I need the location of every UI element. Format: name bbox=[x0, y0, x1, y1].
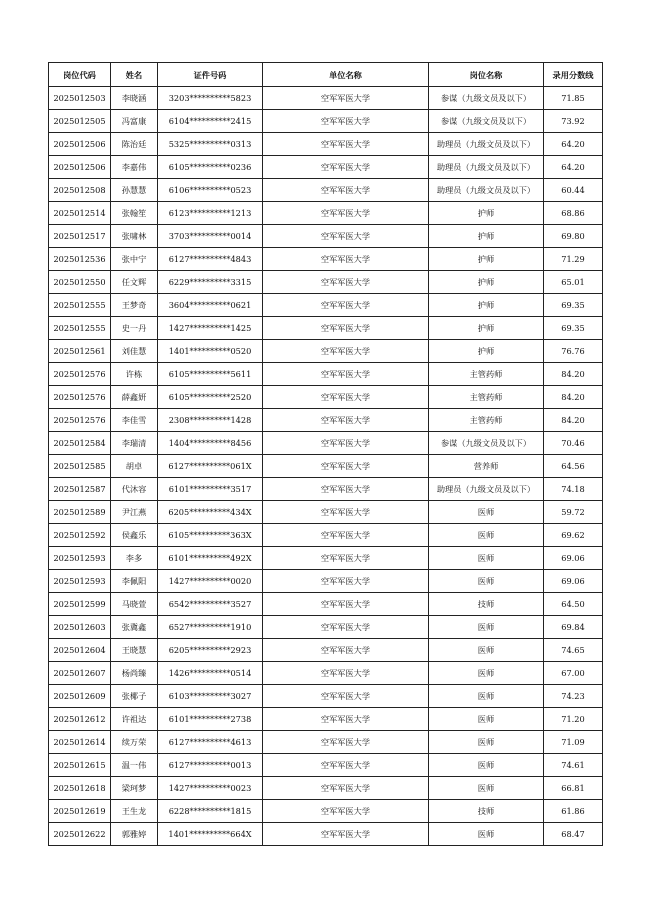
name-cell: 侯鑫乐 bbox=[111, 524, 158, 547]
unit-name-cell: 空军军医大学 bbox=[263, 248, 429, 271]
position-name-cell: 医师 bbox=[429, 823, 544, 846]
score-line-cell: 84.20 bbox=[544, 409, 603, 432]
position-name-cell: 护师 bbox=[429, 225, 544, 248]
id-number-cell: 6101**********3517 bbox=[158, 478, 263, 501]
score-line-cell: 64.20 bbox=[544, 133, 603, 156]
position-name-cell: 技师 bbox=[429, 593, 544, 616]
table-row bbox=[49, 478, 603, 501]
position-name-cell: 主管药师 bbox=[429, 363, 544, 386]
position-name-cell: 助理员（九级文员及以下） bbox=[429, 179, 544, 202]
position-name-cell: 医师 bbox=[429, 777, 544, 800]
unit-name-cell: 空军军医大学 bbox=[263, 133, 429, 156]
unit-name-cell: 空军军医大学 bbox=[263, 570, 429, 593]
id-number-cell: 2308**********1428 bbox=[158, 409, 263, 432]
header-row bbox=[49, 63, 603, 87]
id-number-cell: 1401**********664X bbox=[158, 823, 263, 846]
name-cell: 冯富康 bbox=[111, 110, 158, 133]
table-row bbox=[49, 156, 603, 179]
id-number-cell: 6104**********2415 bbox=[158, 110, 263, 133]
position-code-cell: 2025012607 bbox=[49, 662, 111, 685]
name-cell: 史一丹 bbox=[111, 317, 158, 340]
position-name-cell: 助理员（九级文员及以下） bbox=[429, 133, 544, 156]
table-row bbox=[49, 547, 603, 570]
document-page bbox=[48, 62, 602, 846]
id-number-cell: 6127**********4843 bbox=[158, 248, 263, 271]
position-name-cell: 医师 bbox=[429, 639, 544, 662]
name-cell: 胡卓 bbox=[111, 455, 158, 478]
position-name-cell: 助理员（九级文员及以下） bbox=[429, 478, 544, 501]
position-code-cell: 2025012614 bbox=[49, 731, 111, 754]
name-cell: 李嘉伟 bbox=[111, 156, 158, 179]
header-position-code: 岗位代码 bbox=[49, 63, 111, 87]
position-code-cell: 2025012561 bbox=[49, 340, 111, 363]
table-row bbox=[49, 823, 603, 846]
position-code-cell: 2025012609 bbox=[49, 685, 111, 708]
id-number-cell: 6105**********0236 bbox=[158, 156, 263, 179]
name-cell: 王生龙 bbox=[111, 800, 158, 823]
score-line-cell: 71.85 bbox=[544, 87, 603, 110]
header-name: 姓名 bbox=[111, 63, 158, 87]
name-cell: 许栋 bbox=[111, 363, 158, 386]
id-number-cell: 6228**********1815 bbox=[158, 800, 263, 823]
table-row bbox=[49, 87, 603, 110]
name-cell: 李晓涵 bbox=[111, 87, 158, 110]
position-name-cell: 参谋（九级文员及以下） bbox=[429, 432, 544, 455]
id-number-cell: 3203**********5823 bbox=[158, 87, 263, 110]
table-row bbox=[49, 501, 603, 524]
table-row bbox=[49, 409, 603, 432]
id-number-cell: 6205**********434X bbox=[158, 501, 263, 524]
id-number-cell: 6542**********3527 bbox=[158, 593, 263, 616]
id-number-cell: 3703**********0014 bbox=[158, 225, 263, 248]
unit-name-cell: 空军军医大学 bbox=[263, 156, 429, 179]
position-code-cell: 2025012550 bbox=[49, 271, 111, 294]
name-cell: 张椰子 bbox=[111, 685, 158, 708]
position-name-cell: 助理员（九级文员及以下） bbox=[429, 156, 544, 179]
score-line-cell: 69.84 bbox=[544, 616, 603, 639]
position-name-cell: 主管药师 bbox=[429, 409, 544, 432]
unit-name-cell: 空军军医大学 bbox=[263, 593, 429, 616]
unit-name-cell: 空军军医大学 bbox=[263, 708, 429, 731]
score-line-cell: 66.81 bbox=[544, 777, 603, 800]
position-name-cell: 医师 bbox=[429, 708, 544, 731]
position-name-cell: 护师 bbox=[429, 248, 544, 271]
name-cell: 李瑞清 bbox=[111, 432, 158, 455]
table-row bbox=[49, 639, 603, 662]
position-name-cell: 医师 bbox=[429, 616, 544, 639]
score-line-cell: 69.35 bbox=[544, 317, 603, 340]
name-cell: 杨尚臻 bbox=[111, 662, 158, 685]
id-number-cell: 6205**********2923 bbox=[158, 639, 263, 662]
name-cell: 薛鑫妍 bbox=[111, 386, 158, 409]
position-name-cell: 医师 bbox=[429, 662, 544, 685]
id-number-cell: 6527**********1910 bbox=[158, 616, 263, 639]
name-cell: 代沐容 bbox=[111, 478, 158, 501]
id-number-cell: 3604**********0621 bbox=[158, 294, 263, 317]
name-cell: 王梦奇 bbox=[111, 294, 158, 317]
table-row bbox=[49, 294, 603, 317]
table-row bbox=[49, 731, 603, 754]
position-code-cell: 2025012604 bbox=[49, 639, 111, 662]
score-line-cell: 61.86 bbox=[544, 800, 603, 823]
position-code-cell: 2025012585 bbox=[49, 455, 111, 478]
position-code-cell: 2025012584 bbox=[49, 432, 111, 455]
position-code-cell: 2025012622 bbox=[49, 823, 111, 846]
table-row bbox=[49, 271, 603, 294]
unit-name-cell: 空军军医大学 bbox=[263, 179, 429, 202]
score-line-cell: 74.65 bbox=[544, 639, 603, 662]
position-name-cell: 主管药师 bbox=[429, 386, 544, 409]
id-number-cell: 1427**********1425 bbox=[158, 317, 263, 340]
position-code-cell: 2025012576 bbox=[49, 386, 111, 409]
unit-name-cell: 空军军医大学 bbox=[263, 777, 429, 800]
id-number-cell: 6106**********0523 bbox=[158, 179, 263, 202]
position-code-cell: 2025012506 bbox=[49, 133, 111, 156]
table-row bbox=[49, 777, 603, 800]
unit-name-cell: 空军军医大学 bbox=[263, 317, 429, 340]
score-line-cell: 69.35 bbox=[544, 294, 603, 317]
name-cell: 李佩阳 bbox=[111, 570, 158, 593]
unit-name-cell: 空军军医大学 bbox=[263, 823, 429, 846]
name-cell: 郭雅婷 bbox=[111, 823, 158, 846]
position-code-cell: 2025012618 bbox=[49, 777, 111, 800]
score-line-cell: 68.86 bbox=[544, 202, 603, 225]
name-cell: 许祖达 bbox=[111, 708, 158, 731]
id-number-cell: 6127**********061X bbox=[158, 455, 263, 478]
score-line-cell: 71.20 bbox=[544, 708, 603, 731]
position-code-cell: 2025012593 bbox=[49, 570, 111, 593]
position-code-cell: 2025012576 bbox=[49, 363, 111, 386]
header-id-number: 证件号码 bbox=[158, 63, 263, 87]
table-row bbox=[49, 340, 603, 363]
id-number-cell: 5325**********0313 bbox=[158, 133, 263, 156]
unit-name-cell: 空军军医大学 bbox=[263, 409, 429, 432]
table-row bbox=[49, 524, 603, 547]
position-code-cell: 2025012576 bbox=[49, 409, 111, 432]
name-cell: 张冀鑫 bbox=[111, 616, 158, 639]
unit-name-cell: 空军军医大学 bbox=[263, 501, 429, 524]
id-number-cell: 6127**********0013 bbox=[158, 754, 263, 777]
score-line-cell: 59.72 bbox=[544, 501, 603, 524]
name-cell: 陈治廷 bbox=[111, 133, 158, 156]
position-name-cell: 医师 bbox=[429, 501, 544, 524]
id-number-cell: 6103**********3027 bbox=[158, 685, 263, 708]
header-position-name: 岗位名称 bbox=[429, 63, 544, 87]
score-line-cell: 71.29 bbox=[544, 248, 603, 271]
unit-name-cell: 空军军医大学 bbox=[263, 754, 429, 777]
id-number-cell: 6101**********2738 bbox=[158, 708, 263, 731]
unit-name-cell: 空军军医大学 bbox=[263, 294, 429, 317]
position-name-cell: 医师 bbox=[429, 731, 544, 754]
table-row bbox=[49, 593, 603, 616]
position-code-cell: 2025012508 bbox=[49, 179, 111, 202]
name-cell: 续万荣 bbox=[111, 731, 158, 754]
position-name-cell: 护师 bbox=[429, 202, 544, 225]
position-code-cell: 2025012592 bbox=[49, 524, 111, 547]
unit-name-cell: 空军军医大学 bbox=[263, 87, 429, 110]
score-line-cell: 69.06 bbox=[544, 570, 603, 593]
name-cell: 张啸林 bbox=[111, 225, 158, 248]
table-body bbox=[49, 87, 603, 846]
position-name-cell: 护师 bbox=[429, 294, 544, 317]
id-number-cell: 1401**********0520 bbox=[158, 340, 263, 363]
score-line-cell: 74.61 bbox=[544, 754, 603, 777]
table-row bbox=[49, 754, 603, 777]
table-row bbox=[49, 317, 603, 340]
position-code-cell: 2025012555 bbox=[49, 294, 111, 317]
unit-name-cell: 空军军医大学 bbox=[263, 271, 429, 294]
position-name-cell: 参谋（九级文员及以下） bbox=[429, 110, 544, 133]
score-line-cell: 64.20 bbox=[544, 156, 603, 179]
id-number-cell: 6123**********1213 bbox=[158, 202, 263, 225]
score-line-cell: 74.23 bbox=[544, 685, 603, 708]
score-line-cell: 73.92 bbox=[544, 110, 603, 133]
position-name-cell: 技师 bbox=[429, 800, 544, 823]
table-row bbox=[49, 179, 603, 202]
unit-name-cell: 空军军医大学 bbox=[263, 547, 429, 570]
unit-name-cell: 空军军医大学 bbox=[263, 478, 429, 501]
name-cell: 尹江燕 bbox=[111, 501, 158, 524]
table-row bbox=[49, 616, 603, 639]
name-cell: 王晓慧 bbox=[111, 639, 158, 662]
score-line-cell: 69.80 bbox=[544, 225, 603, 248]
position-code-cell: 2025012587 bbox=[49, 478, 111, 501]
score-line-cell: 69.06 bbox=[544, 547, 603, 570]
name-cell: 李佳雪 bbox=[111, 409, 158, 432]
position-name-cell: 医师 bbox=[429, 754, 544, 777]
unit-name-cell: 空军军医大学 bbox=[263, 731, 429, 754]
position-code-cell: 2025012593 bbox=[49, 547, 111, 570]
score-line-cell: 64.56 bbox=[544, 455, 603, 478]
id-number-cell: 6229**********3315 bbox=[158, 271, 263, 294]
table-row bbox=[49, 455, 603, 478]
position-name-cell: 医师 bbox=[429, 524, 544, 547]
table-row bbox=[49, 685, 603, 708]
table-row bbox=[49, 432, 603, 455]
id-number-cell: 6105**********2520 bbox=[158, 386, 263, 409]
unit-name-cell: 空军军医大学 bbox=[263, 662, 429, 685]
score-line-cell: 60.44 bbox=[544, 179, 603, 202]
table-row bbox=[49, 110, 603, 133]
id-number-cell: 6127**********4613 bbox=[158, 731, 263, 754]
position-name-cell: 护师 bbox=[429, 317, 544, 340]
position-code-cell: 2025012503 bbox=[49, 87, 111, 110]
unit-name-cell: 空军军医大学 bbox=[263, 386, 429, 409]
name-cell: 李多 bbox=[111, 547, 158, 570]
id-number-cell: 6105**********363X bbox=[158, 524, 263, 547]
table-header bbox=[49, 63, 603, 87]
score-line-cell: 74.18 bbox=[544, 478, 603, 501]
unit-name-cell: 空军军医大学 bbox=[263, 340, 429, 363]
score-line-cell: 71.09 bbox=[544, 731, 603, 754]
position-code-cell: 2025012603 bbox=[49, 616, 111, 639]
name-cell: 张翰笙 bbox=[111, 202, 158, 225]
position-code-cell: 2025012615 bbox=[49, 754, 111, 777]
id-number-cell: 1426**********0514 bbox=[158, 662, 263, 685]
id-number-cell: 1427**********0020 bbox=[158, 570, 263, 593]
score-line-cell: 84.20 bbox=[544, 386, 603, 409]
header-unit-name: 单位名称 bbox=[263, 63, 429, 87]
table-row bbox=[49, 225, 603, 248]
unit-name-cell: 空军军医大学 bbox=[263, 202, 429, 225]
position-code-cell: 2025012555 bbox=[49, 317, 111, 340]
score-line-cell: 70.46 bbox=[544, 432, 603, 455]
admission-score-table bbox=[48, 62, 603, 846]
position-code-cell: 2025012619 bbox=[49, 800, 111, 823]
name-cell: 马晓萱 bbox=[111, 593, 158, 616]
header-score-line: 录用分数线 bbox=[544, 63, 603, 87]
position-name-cell: 护师 bbox=[429, 271, 544, 294]
id-number-cell: 6105**********5611 bbox=[158, 363, 263, 386]
table-row bbox=[49, 708, 603, 731]
position-code-cell: 2025012589 bbox=[49, 501, 111, 524]
name-cell: 任文辉 bbox=[111, 271, 158, 294]
unit-name-cell: 空军军医大学 bbox=[263, 455, 429, 478]
name-cell: 张中宁 bbox=[111, 248, 158, 271]
position-code-cell: 2025012536 bbox=[49, 248, 111, 271]
position-code-cell: 2025012599 bbox=[49, 593, 111, 616]
unit-name-cell: 空军军医大学 bbox=[263, 639, 429, 662]
unit-name-cell: 空军军医大学 bbox=[263, 524, 429, 547]
table-row bbox=[49, 662, 603, 685]
table-row bbox=[49, 202, 603, 225]
position-code-cell: 2025012514 bbox=[49, 202, 111, 225]
name-cell: 刘佳慧 bbox=[111, 340, 158, 363]
position-name-cell: 护师 bbox=[429, 340, 544, 363]
name-cell: 温一伟 bbox=[111, 754, 158, 777]
position-name-cell: 医师 bbox=[429, 685, 544, 708]
table-row bbox=[49, 248, 603, 271]
position-code-cell: 2025012505 bbox=[49, 110, 111, 133]
position-name-cell: 营养师 bbox=[429, 455, 544, 478]
table-row bbox=[49, 386, 603, 409]
unit-name-cell: 空军军医大学 bbox=[263, 685, 429, 708]
score-line-cell: 67.00 bbox=[544, 662, 603, 685]
score-line-cell: 64.50 bbox=[544, 593, 603, 616]
unit-name-cell: 空军军医大学 bbox=[263, 110, 429, 133]
score-line-cell: 69.62 bbox=[544, 524, 603, 547]
score-line-cell: 76.76 bbox=[544, 340, 603, 363]
id-number-cell: 6101**********492X bbox=[158, 547, 263, 570]
position-code-cell: 2025012612 bbox=[49, 708, 111, 731]
id-number-cell: 1404**********8456 bbox=[158, 432, 263, 455]
unit-name-cell: 空军军医大学 bbox=[263, 616, 429, 639]
table-row bbox=[49, 363, 603, 386]
position-name-cell: 医师 bbox=[429, 547, 544, 570]
score-line-cell: 68.47 bbox=[544, 823, 603, 846]
unit-name-cell: 空军军医大学 bbox=[263, 225, 429, 248]
position-name-cell: 参谋（九级文员及以下） bbox=[429, 87, 544, 110]
table-row bbox=[49, 800, 603, 823]
name-cell: 梁珂梦 bbox=[111, 777, 158, 800]
id-number-cell: 1427**********0023 bbox=[158, 777, 263, 800]
position-code-cell: 2025012506 bbox=[49, 156, 111, 179]
unit-name-cell: 空军军医大学 bbox=[263, 363, 429, 386]
position-code-cell: 2025012517 bbox=[49, 225, 111, 248]
score-line-cell: 84.20 bbox=[544, 363, 603, 386]
score-line-cell: 65.01 bbox=[544, 271, 603, 294]
name-cell: 孙慧慧 bbox=[111, 179, 158, 202]
table-row bbox=[49, 570, 603, 593]
position-name-cell: 医师 bbox=[429, 570, 544, 593]
unit-name-cell: 空军军医大学 bbox=[263, 800, 429, 823]
unit-name-cell: 空军军医大学 bbox=[263, 432, 429, 455]
table-row bbox=[49, 133, 603, 156]
